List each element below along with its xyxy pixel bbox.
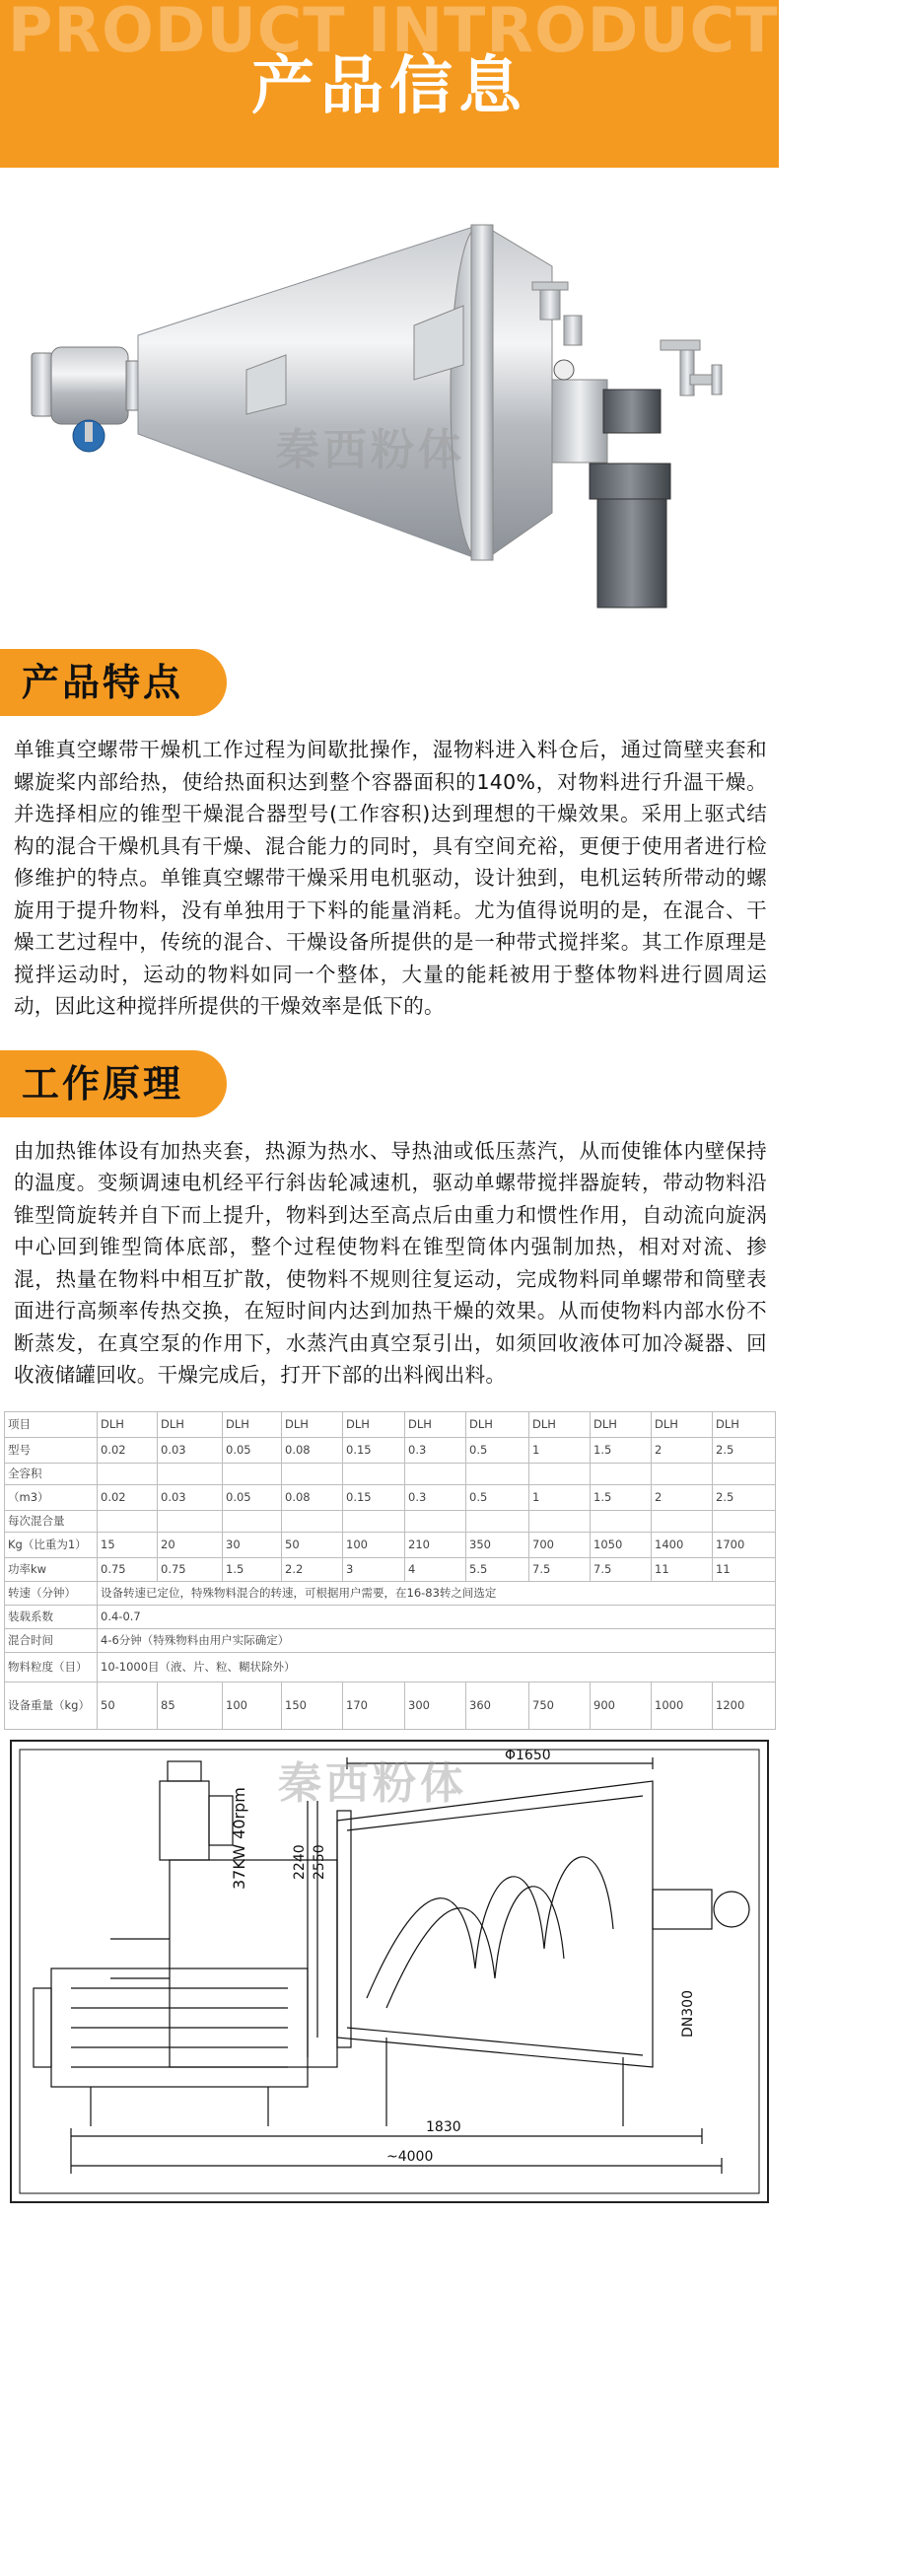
table-cell: 7.5 xyxy=(591,1557,652,1581)
weight-cell: 85 xyxy=(158,1682,223,1729)
row-label: 全容积 xyxy=(5,1463,98,1484)
table-note-row xyxy=(5,1652,776,1682)
table-cell: 350 xyxy=(466,1532,529,1557)
table-cell xyxy=(591,1463,652,1484)
header-banner xyxy=(0,0,907,168)
table-cell xyxy=(713,1463,776,1484)
weight-cell: 170 xyxy=(343,1682,405,1729)
table-cell: 2 xyxy=(652,1484,713,1510)
table-cell: 30 xyxy=(223,1532,282,1557)
table-cell xyxy=(466,1510,529,1532)
table-cell: DLH xyxy=(282,1411,343,1437)
weight-row xyxy=(5,1682,776,1729)
table-cell: 0.02 xyxy=(98,1437,158,1463)
technical-drawing xyxy=(10,1740,769,2203)
table-cell: 1.5 xyxy=(591,1437,652,1463)
table-note-row xyxy=(5,1581,776,1605)
table-note-row xyxy=(5,1605,776,1628)
table-cell: 0.75 xyxy=(158,1557,223,1581)
table-cell: 2.5 xyxy=(713,1437,776,1463)
table-cell xyxy=(343,1463,405,1484)
table-cell: 0.3 xyxy=(405,1437,466,1463)
spec-table xyxy=(4,1411,776,1730)
note-value: 4-6分钟（特殊物料由用户实际确定） xyxy=(98,1628,776,1652)
table-cell: 100 xyxy=(343,1532,405,1557)
table-cell: DLH xyxy=(405,1411,466,1437)
table-cell: 0.03 xyxy=(158,1484,223,1510)
table-cell: 0.5 xyxy=(466,1484,529,1510)
features-heading xyxy=(0,649,779,724)
table-cell: 1 xyxy=(529,1484,591,1510)
table-cell xyxy=(223,1510,282,1532)
table-cell: 0.15 xyxy=(343,1484,405,1510)
product-photo xyxy=(0,168,779,639)
note-value: 0.4-0.7 xyxy=(98,1605,776,1628)
weight-cell: 900 xyxy=(591,1682,652,1729)
table-cell: 2.5 xyxy=(713,1484,776,1510)
table-cell: DLH xyxy=(158,1411,223,1437)
table-cell: 0.08 xyxy=(282,1484,343,1510)
table-cell: 3 xyxy=(343,1557,405,1581)
table-cell: 50 xyxy=(282,1532,343,1557)
motor-label: 37KW 40rpm xyxy=(230,1786,248,1890)
row-label: 每次混合量 xyxy=(5,1510,98,1532)
weight-cell: 360 xyxy=(466,1682,529,1729)
weight-cell: 1200 xyxy=(713,1682,776,1729)
dryer-illustration xyxy=(0,168,779,639)
table-cell: DLH xyxy=(652,1411,713,1437)
table-cell: 0.03 xyxy=(158,1437,223,1463)
table-note-row xyxy=(5,1628,776,1652)
features-tab xyxy=(0,649,227,716)
table-cell: 0.3 xyxy=(405,1484,466,1510)
table-cell xyxy=(223,1463,282,1484)
table-row xyxy=(5,1411,776,1437)
dim-v1-label: 2240 xyxy=(292,1843,308,1880)
principle-heading xyxy=(0,1050,779,1125)
table-cell xyxy=(343,1510,405,1532)
table-cell: 0.02 xyxy=(98,1484,158,1510)
table-cell: 0.05 xyxy=(223,1484,282,1510)
row-label: Kg（比重为1） xyxy=(5,1532,98,1557)
table-cell: 1.5 xyxy=(223,1557,282,1581)
watermark: 秦西粉体 xyxy=(276,425,465,475)
principle-title: 工作原理 xyxy=(22,1061,184,1106)
dim-bottom-label: ~4000 xyxy=(386,2148,434,2165)
dim-top-label: Φ1650 xyxy=(505,1747,551,1763)
weight-cell: 50 xyxy=(98,1682,158,1729)
table-cell: 20 xyxy=(158,1532,223,1557)
principle-text: 由加热锥体设有加热夹套，热源为热水、导热油或低压蒸汽，从而使锥体内壁保持的温度。变频调速电机经平行斜齿轮减速机，驱动单螺带搅拌器旋转，带动物料沿锥型筒旋转并自下而上提升，物料到达至高点后由重力和惯性作用，自动流向旋涡中心回到锥型筒体底部，整个过程使物料在锥型筒体内强制加热，相对对流、掺混，热量在物料中相互扩散，使物料不规则往复运动，完成物料同单螺带和筒壁表面进行高频率传热交换，在短时间内达到加热干燥的效果。从而使物料内部水份不断蒸发，在真空泵的作用下，水蒸汽由真空泵引出，如须回收液体可加冷凝器、回收液储罐回收。干燥完成后，打开下部的出料阀出料。 xyxy=(14,1138,767,1387)
table-cell: 11 xyxy=(713,1557,776,1581)
table-cell: 2 xyxy=(652,1437,713,1463)
table-cell: 0.5 xyxy=(466,1437,529,1463)
table-cell xyxy=(405,1510,466,1532)
weight-cell: 100 xyxy=(223,1682,282,1729)
weight-cell: 1000 xyxy=(652,1682,713,1729)
note-value: 10-1000目（液、片、粒、糊状除外） xyxy=(98,1652,776,1682)
table-cell: 2.2 xyxy=(282,1557,343,1581)
table-cell xyxy=(652,1510,713,1532)
table-cell: 15 xyxy=(98,1532,158,1557)
features-text: 单锥真空螺带干燥机工作过程为间歇批操作，湿物料进入料仓后，通过筒壁夹套和螺旋桨内部给热，使给热面积达到整个容器面积的140%，对物料进行升温干燥。并选择相应的锥型干燥混合器型号(工作容积)达到理想的干燥效果。采用上驱式结构的混合干燥机具有干燥、混合能力的同时，具有空间充裕，更便于使用者进行检修维护的特点。单锥真空螺带干燥采用电机驱动，设计独到，电机运转所带动的螺旋用于提升物料，没有单独用于下料的能量消耗。尤为值得说明的是，在混合、干燥工艺过程中，传统的混合、干燥设备所提供的是一种带式搅拌桨。其工作原理是搅拌运动时，运动的物料如同一个整体，大量的能耗被用于整体物料进行圆周运动，因此这种搅拌所提供的干燥效率是低下的。 xyxy=(14,738,767,1018)
table-cell: 0.15 xyxy=(343,1437,405,1463)
row-label: 型号 xyxy=(5,1437,98,1463)
table-cell: DLH xyxy=(529,1411,591,1437)
weight-cell: 750 xyxy=(529,1682,591,1729)
table-cell: DLH xyxy=(98,1411,158,1437)
table-row xyxy=(5,1532,776,1557)
table-cell: 700 xyxy=(529,1532,591,1557)
table-row xyxy=(5,1463,776,1484)
table-cell xyxy=(529,1510,591,1532)
table-cell xyxy=(652,1463,713,1484)
drawing-watermark: 秦西粉体 xyxy=(278,1757,467,1809)
table-cell xyxy=(466,1463,529,1484)
table-cell: DLH xyxy=(591,1411,652,1437)
principle-tab xyxy=(0,1050,227,1117)
table-cell: 1.5 xyxy=(591,1484,652,1510)
note-label: 转速（分钟） xyxy=(5,1581,98,1605)
table-cell: 1400 xyxy=(652,1532,713,1557)
table-cell: 1 xyxy=(529,1437,591,1463)
table-row xyxy=(5,1557,776,1581)
table-cell: DLH xyxy=(713,1411,776,1437)
table-row xyxy=(5,1510,776,1532)
weight-label: 设备重量（kg） xyxy=(5,1682,98,1729)
table-cell xyxy=(158,1510,223,1532)
table-cell: 1050 xyxy=(591,1532,652,1557)
table-cell xyxy=(405,1463,466,1484)
features-title: 产品特点 xyxy=(22,661,184,704)
table-row xyxy=(5,1484,776,1510)
row-label: （m3） xyxy=(5,1484,98,1510)
weight-cell: 150 xyxy=(282,1682,343,1729)
table-cell: 4 xyxy=(405,1557,466,1581)
banner-background-text: PRODUCT INTRODUCTION xyxy=(8,0,907,66)
table-cell xyxy=(282,1463,343,1484)
table-row xyxy=(5,1437,776,1463)
table-cell: 11 xyxy=(652,1557,713,1581)
table-cell xyxy=(98,1510,158,1532)
table-cell: 210 xyxy=(405,1532,466,1557)
table-cell xyxy=(282,1510,343,1532)
table-cell: 0.05 xyxy=(223,1437,282,1463)
table-cell: DLH xyxy=(223,1411,282,1437)
dim-v2-label: 2550 xyxy=(312,1843,327,1880)
row-label: 项目 xyxy=(5,1411,98,1437)
table-cell: DLH xyxy=(466,1411,529,1437)
note-label: 混合时间 xyxy=(5,1628,98,1652)
table-cell xyxy=(713,1510,776,1532)
row-label: 功率kw xyxy=(5,1557,98,1581)
page-title: 产品信息 xyxy=(251,50,527,123)
note-value: 设备转速已定位，特殊物料混合的转速，可根据用户需要，在16-83转之间选定 xyxy=(98,1581,776,1605)
table-cell xyxy=(591,1510,652,1532)
dn-label: DN300 xyxy=(680,1989,696,2038)
table-cell: 0.75 xyxy=(98,1557,158,1581)
dim-mid-label: 1830 xyxy=(426,2118,461,2135)
table-cell: 5.5 xyxy=(466,1557,529,1581)
table-cell: 7.5 xyxy=(529,1557,591,1581)
table-cell xyxy=(98,1463,158,1484)
note-label: 物料粒度（目） xyxy=(5,1652,98,1682)
table-cell: 1700 xyxy=(713,1532,776,1557)
table-cell xyxy=(529,1463,591,1484)
table-cell: DLH xyxy=(343,1411,405,1437)
note-label: 装载系数 xyxy=(5,1605,98,1628)
table-cell: 0.08 xyxy=(282,1437,343,1463)
table-cell xyxy=(158,1463,223,1484)
weight-cell: 300 xyxy=(405,1682,466,1729)
